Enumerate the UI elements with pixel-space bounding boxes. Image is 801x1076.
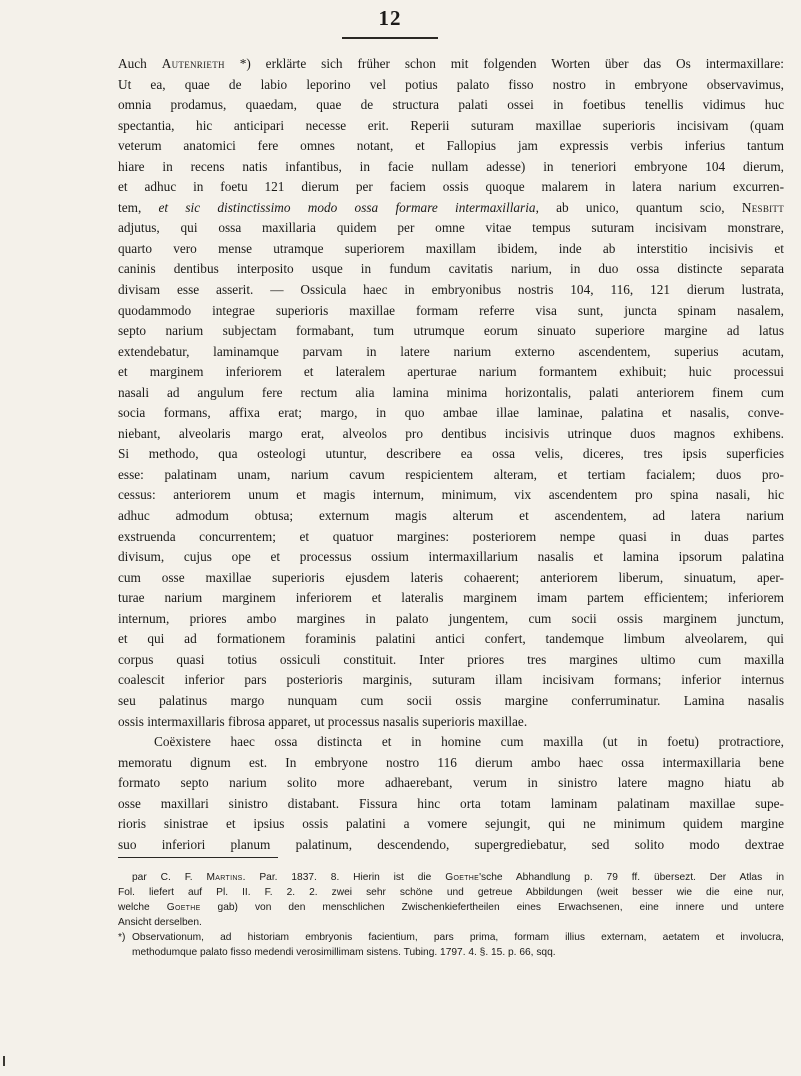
footnote-divider	[118, 857, 278, 858]
text-line	[118, 465, 784, 486]
text-segment: Coëxistere haec ossa distincta et in homine cum maxilla (ut in foetu) protractiore,	[154, 734, 784, 750]
text-line	[118, 773, 784, 794]
text-segment: esse: palatinam unam, narium cavum respicientem alteram, et tertiam facialem; duos pro-	[118, 466, 784, 482]
text-line	[118, 835, 784, 856]
text-line	[118, 691, 784, 712]
text-segment: quodammodo integrae superioris maxillae formam referre visa sunt, juncta spinam nasalem,	[118, 302, 784, 318]
text-line	[118, 362, 784, 383]
text-line	[118, 485, 784, 506]
main-text	[118, 54, 784, 855]
text-segment: veterum anatomici fere omnes notant, et Fallopius jam expressis verbis inferius tantum	[118, 138, 784, 154]
text-line	[118, 506, 784, 527]
text-segment: adjutus, qui ossa maxillaria quidem per omne vitae tempus suturam incisivam monstrare,	[118, 220, 784, 236]
text-line	[118, 753, 784, 774]
page-edge-mark	[3, 1056, 5, 1066]
author-name: Autenrieth	[161, 56, 225, 71]
text-line	[118, 75, 784, 96]
text-segment: turae narium marginem inferiorem et lateralis marginem imam partem efficientem; inferiorem	[118, 590, 784, 606]
text-line	[118, 650, 784, 671]
text-segment: spectantia, hic anticipari necesse erit. Reperii suturam maxillae superioris incisivam (quam	[118, 117, 784, 133]
text-line	[118, 814, 784, 835]
text-line	[118, 527, 784, 548]
text-line	[118, 136, 784, 157]
text-line	[118, 157, 784, 178]
text-segment: *) erklärte sich früher schon mit folgenden Worten über das Os intermaxillare:	[224, 56, 784, 71]
text-segment: socia formans, affixa erat; margo, in quo ambae illae laminae, palatina et nasalis, conve-	[118, 405, 784, 421]
text-segment: coalescit inferior pars posterioris marginis, suturam illam incisivam formans; inferior internus	[118, 672, 784, 688]
text-segment: welche	[118, 902, 167, 913]
text-segment: internum, priores ambo margines in palato jungentem, cum socii ossis marginem junctum,	[118, 610, 784, 626]
text-segment: divisam esse asserit. — Ossicula haec in embryonibus nostris 104, 116, 121 dierum lustrata,	[118, 282, 784, 298]
footnote-line	[118, 915, 784, 930]
text-segment: nasali ad angulum fere rectum alia lamina minima horizontalis, palati anteriorem finem cum	[118, 384, 784, 400]
text-segment: caninis dentibus interposito usque in fundum cavitatis narium, in duo ossa distincte separata	[118, 261, 784, 277]
text-segment: methodumque palato fisso medendi verosimillimam sistens. Tubing. 1797. 4. §. 15. p. 66, sqq.	[132, 947, 556, 958]
text-segment: corpus quasi totius ossiculi constituit. Inter priores tres margines ultimo cum maxilla	[118, 651, 784, 667]
text-line	[118, 54, 784, 75]
text-line	[118, 794, 784, 815]
text-line	[118, 444, 784, 465]
text-line	[118, 95, 784, 116]
text-line	[118, 629, 784, 650]
text-line	[118, 403, 784, 424]
text-segment: exstruenda concurrentem; et quatuor margines: posteriorem nempe quasi in duas partes	[118, 528, 784, 544]
footnote-line	[118, 870, 784, 885]
text-segment: niebant, alveolaris margo erat, alveolos pro dentibus incisivis utrinque duos magnos exhibens.	[118, 425, 784, 441]
text-line	[118, 732, 784, 753]
footnotes	[118, 870, 784, 960]
text-segment: septo narium subjectam formabant, tum utrumque eorum sinuato superiore margine ad latus	[118, 323, 784, 339]
text-line	[118, 383, 784, 404]
text-line	[118, 321, 784, 342]
text-segment: quarto vero mense utramque superiorem maxillam ibidem, inde ab interstitio incisivis et	[118, 240, 784, 256]
text-segment: , ab unico, quantum scio,	[535, 199, 742, 215]
text-segment: Ut ea, quae de labio leporino vel potius palato fisso nostro in embryone observavimus,	[118, 76, 784, 92]
text-segment: adhuc admodum obtusa; externum magis alterum et ascendentem, ad latera narium	[118, 508, 784, 524]
text-segment: tem,	[118, 199, 159, 215]
text-segment: gab) von den menschlichen Zwischenkiefertheilen eines Erwachsenen, eine innere und untere	[200, 902, 784, 913]
text-line	[118, 301, 784, 322]
text-segment: rioris sinistrae et ipsius ossis palatini a vomere sejungit, qui ne minimum quidem margine	[118, 816, 784, 832]
text-line	[118, 116, 784, 137]
text-segment: cum osse maxillae superioris ejusdem lateris cohaerent; anteriorem liberum, sinuatum, aper-	[118, 569, 784, 585]
text-line	[118, 588, 784, 609]
text-segment: seu palatinus margo nunquam cum socii ossis margine conferruminatur. Lamina nasalis	[118, 692, 784, 708]
footnote-line	[118, 930, 784, 945]
page-number-rule	[342, 37, 438, 39]
text-segment: Auch	[118, 56, 162, 71]
text-segment: et marginem inferiorem et lateralem aperturae narium formantem exhibuit; huic processui	[118, 364, 784, 380]
author-name: Goethe	[166, 902, 201, 913]
text-segment: Ansicht derselben.	[118, 917, 202, 928]
text-line	[118, 342, 784, 363]
footnote-line	[118, 885, 784, 900]
text-line	[118, 259, 784, 280]
text-line	[118, 424, 784, 445]
text-line	[118, 712, 784, 733]
text-line	[118, 177, 784, 198]
text-segment: par C. F.	[132, 872, 207, 883]
text-segment: et qui ad formationem foraminis palatini antici confert, tandemque limbum alveolarem, qui	[118, 631, 784, 647]
text-line	[118, 609, 784, 630]
text-segment: omnia prodamus, quaedam, quae de structura palati ossei in foetibus tenellis vidimus huc	[118, 97, 784, 113]
text-line	[118, 239, 784, 260]
text-segment: suo inferiori planum palatinum, descendendo, supergrediebatur, sed solito modo dextrae	[118, 836, 784, 852]
text-segment: divisum, cujus ope et processus ossium intermaxillarium nasalis et lamina ipsorum palatina	[118, 549, 784, 565]
footnote-line	[118, 900, 784, 915]
text-segment: ossis intermaxillaris fibrosa apparet, ut processus nasalis superioris maxillae.	[118, 713, 528, 729]
text-segment: hiare in recens natis infantibus, in facie nullam adesse) in teneriori embryone 104 dierum,	[118, 158, 784, 174]
text-segment: extendebatur, laminamque parvam in latere narium externo ascendentem, superius acutam,	[118, 343, 784, 359]
text-segment: formato septo narium solito more adhaerebant, verum in sinistro latere magno hiatu ab	[118, 775, 784, 791]
text-line	[118, 670, 784, 691]
footnote-line	[118, 945, 784, 960]
emphasized-text: et sic distinctissimo modo ossa formare intermaxillaria	[158, 199, 536, 215]
text-segment: . Par. 1837. 8. Hierin ist die	[242, 872, 446, 883]
text-segment: cessus: anteriorem unum et magis internum, minimum, vix ascendentem pro spina nasali, hic	[118, 487, 784, 503]
text-line	[118, 568, 784, 589]
page-number: 12	[378, 6, 402, 30]
text-segment: Observationum, ad historiam embryonis facientium, pars prima, formam illius externam, aetatem et involucra,	[132, 932, 784, 943]
text-line	[118, 218, 784, 239]
text-segment: 'sche Abhandlung p. 79 ff. übersezt. Der Atlas in	[479, 872, 784, 883]
text-line	[118, 198, 784, 219]
author-name: Nesbitt	[741, 199, 785, 215]
text-segment: et adhuc in foetu 121 dierum per faciem ossis quoque malarem in latera narium excurren-	[118, 179, 784, 195]
author-name: Martins	[206, 872, 243, 883]
text-segment: memoratu dignum est. In embryone nostro 116 dierum ambo haec ossa intermaxillaria bene	[118, 754, 784, 770]
text-segment: Si methodo, qua osteologi utuntur, describere ea ossa velis, diceres, tres ipsis superficies	[118, 446, 784, 462]
author-name: Goethe	[445, 872, 480, 883]
text-line	[118, 547, 784, 568]
text-segment: Fol. liefert auf Pl. II. F. 2. 2. zwei sehr schöne und getreue Abbildungen (weit besser wie die eine nur,	[118, 887, 784, 898]
footnote-marker: *)	[118, 932, 126, 943]
text-segment: osse maxillari sinistro distabant. Fissura hinc orta totam laminam palatinam maxillae supe-	[118, 795, 784, 811]
text-line	[118, 280, 784, 301]
